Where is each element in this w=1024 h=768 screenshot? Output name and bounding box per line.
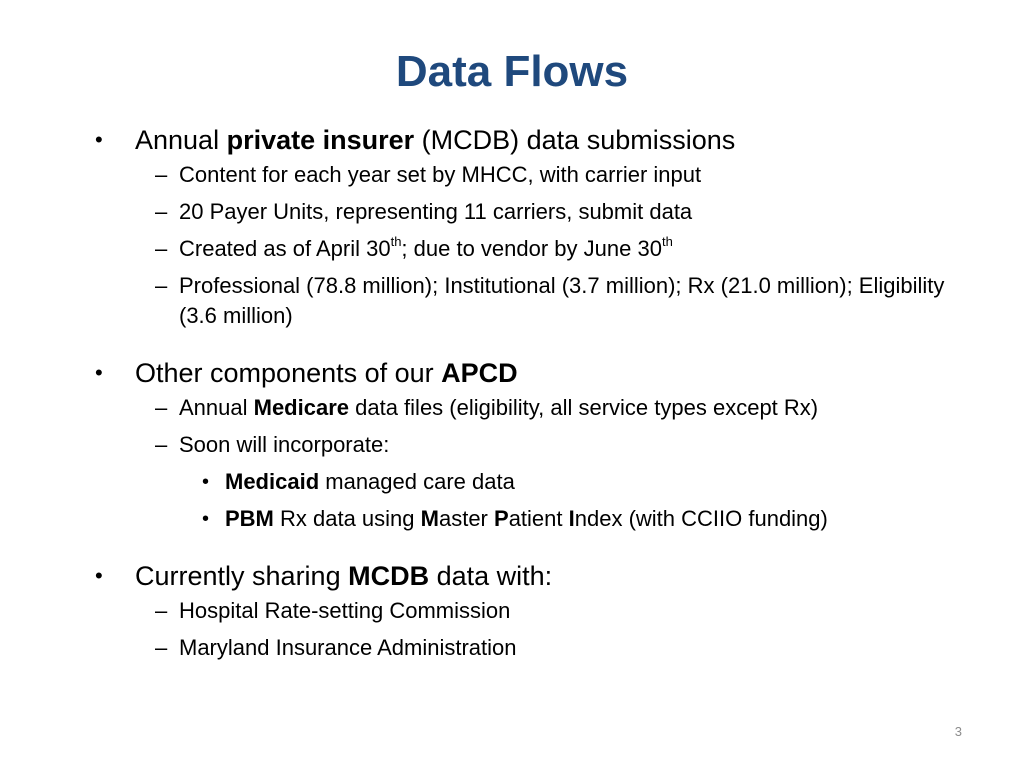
sub-sub-bullet-bold-text: Medicaid (225, 469, 320, 494)
superscript: th (390, 233, 402, 249)
bullet-text: Currently sharing (135, 561, 349, 591)
bold-text: PBM (225, 506, 274, 531)
sub-bullet-text: 20 Payer Units, representing 11 carriers, submit data (179, 199, 693, 224)
sub-bullet-text: data files (eligibility, all service types except Rx) (349, 395, 819, 420)
text: aster (438, 506, 494, 531)
sub-bullet-text: Professional (78.8 million); Institutional (3.7 million); Rx (21.0 million); Eligibility (3.6 million) (179, 273, 945, 328)
sub-bullet (95, 393, 975, 423)
bullet-text: Annual (135, 125, 227, 155)
bullet-dot-icon: • (95, 563, 103, 588)
dash-icon: – (155, 395, 168, 420)
dash-icon: – (155, 236, 168, 261)
dash-icon: – (155, 273, 168, 298)
slide-content (95, 122, 975, 663)
dash-icon: – (155, 635, 168, 660)
bullet-bold-text: private insurer (226, 125, 415, 155)
bullet-bold-text: MCDB (348, 561, 430, 591)
bullet-other-components (95, 355, 975, 391)
page-number: 3 (954, 724, 962, 739)
bullet-bold-text: APCD (441, 358, 518, 388)
sub-bullet (95, 430, 975, 460)
bold-text: I (568, 506, 575, 531)
sub-bullet (95, 234, 975, 264)
sub-sub-bullet (95, 504, 975, 534)
sub-bullet (95, 160, 975, 190)
dash-icon: – (155, 598, 168, 623)
sub-bullet-bold-text: Medicare (253, 395, 350, 420)
bullet-dot-icon: • (95, 127, 103, 152)
sub-bullet-text: Hospital Rate-setting Commission (179, 598, 511, 623)
text: atient (508, 506, 569, 531)
sub-bullet-text: Annual (179, 395, 254, 420)
sub-bullet-text: Soon will incorporate: (179, 432, 390, 457)
bullet-private-insurer (95, 122, 975, 158)
dash-icon: – (155, 199, 168, 224)
sub-sub-bullet-text: managed care data (319, 469, 515, 494)
bullet-text: data with: (429, 561, 553, 591)
sub-sub-bullet (95, 467, 975, 497)
text: Rx data using (273, 506, 421, 531)
sub-bullet-text: Created as of April 30 (179, 236, 391, 261)
bullet-dot-icon: • (202, 508, 210, 530)
bullet-text: Other components of our (135, 358, 442, 388)
sub-bullet (95, 197, 975, 227)
sub-bullet (95, 633, 975, 663)
bold-text: P (494, 506, 509, 531)
sub-bullet-text: ; due to vendor by June 30 (401, 236, 662, 261)
superscript: th (661, 233, 673, 249)
dash-icon: – (155, 432, 168, 457)
sub-bullet (95, 596, 975, 626)
dash-icon: – (155, 162, 168, 187)
sub-bullet-text: Maryland Insurance Administration (179, 635, 517, 660)
bullet-dot-icon: • (202, 471, 210, 493)
sub-bullet-text: Content for each year set by MHCC, with carrier input (179, 162, 702, 187)
sub-bullet (95, 271, 975, 331)
bullet-text: (MCDB) data submissions (414, 125, 736, 155)
bold-text: M (420, 506, 439, 531)
bullet-currently-sharing (95, 558, 975, 594)
slide-title: Data Flows (395, 47, 629, 96)
text: ndex (with CCIIO funding) (574, 506, 828, 531)
bullet-dot-icon: • (95, 360, 103, 385)
